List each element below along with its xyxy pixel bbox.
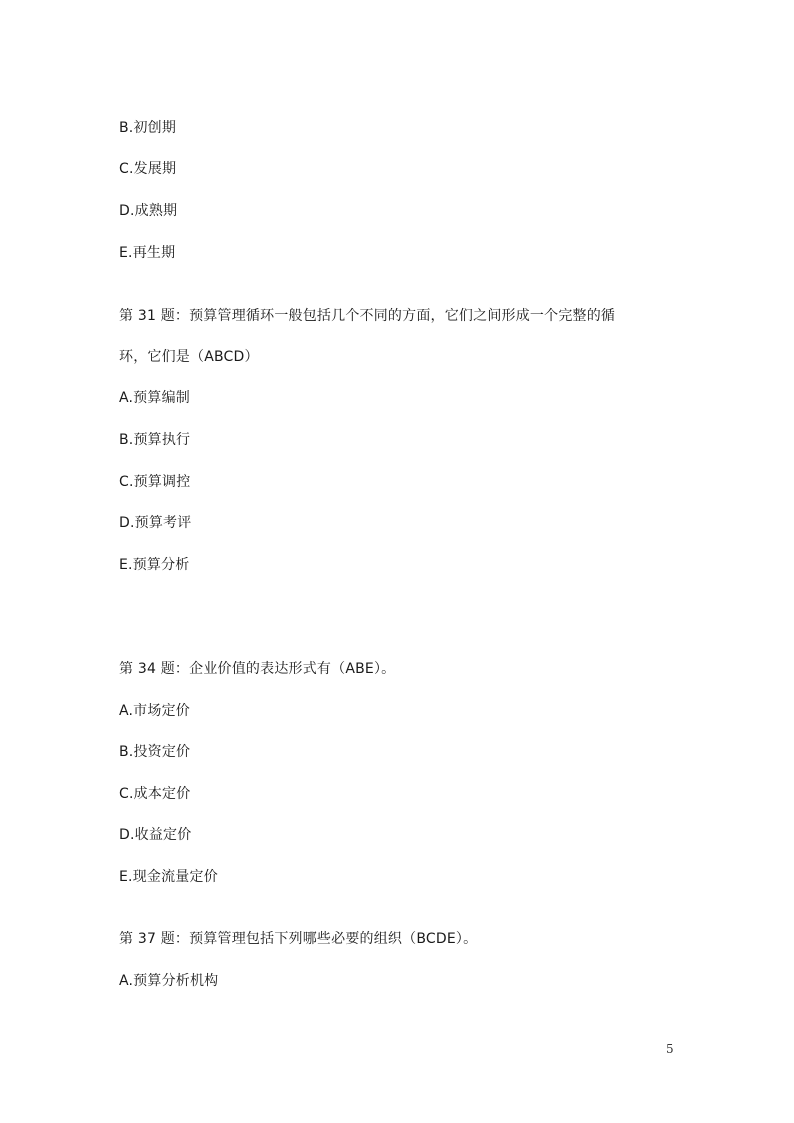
question-31-option-a: A.预算编制 [119, 390, 190, 406]
question-37-option-a: A.预算分析机构 [119, 973, 219, 989]
question-31-text-continued: 环，它们是（ABCD） [119, 349, 259, 365]
page-number: 5 [666, 1042, 674, 1056]
question-34-option-b: B.投资定价 [119, 744, 191, 760]
question-37-text: 第 37 题：预算管理包括下列哪些必要的组织（BCDE）。 [119, 931, 478, 947]
question-31-option-c: C.预算调控 [119, 474, 191, 490]
option-d-mature-stage: D.成熟期 [119, 203, 178, 219]
option-c-development-stage: C.发展期 [119, 161, 177, 177]
question-34-option-d: D.收益定价 [119, 827, 192, 843]
question-34-text: 第 34 题：企业价值的表达形式有（ABE）。 [119, 661, 396, 677]
question-31-option-b: B.预算执行 [119, 432, 191, 448]
option-e-regeneration-stage: E.再生期 [119, 245, 176, 261]
question-31-text: 第 31 题：预算管理循环一般包括几个不同的方面，它们之间形成一个完整的循 [119, 308, 616, 324]
question-34-option-a: A.市场定价 [119, 703, 190, 719]
question-34-option-c: C.成本定价 [119, 786, 191, 802]
question-34-option-e: E.现金流量定价 [119, 869, 218, 885]
option-b-growth-stage: B.初创期 [119, 120, 177, 136]
question-31-option-e: E.预算分析 [119, 557, 190, 573]
question-31-option-d: D.预算考评 [119, 515, 192, 531]
